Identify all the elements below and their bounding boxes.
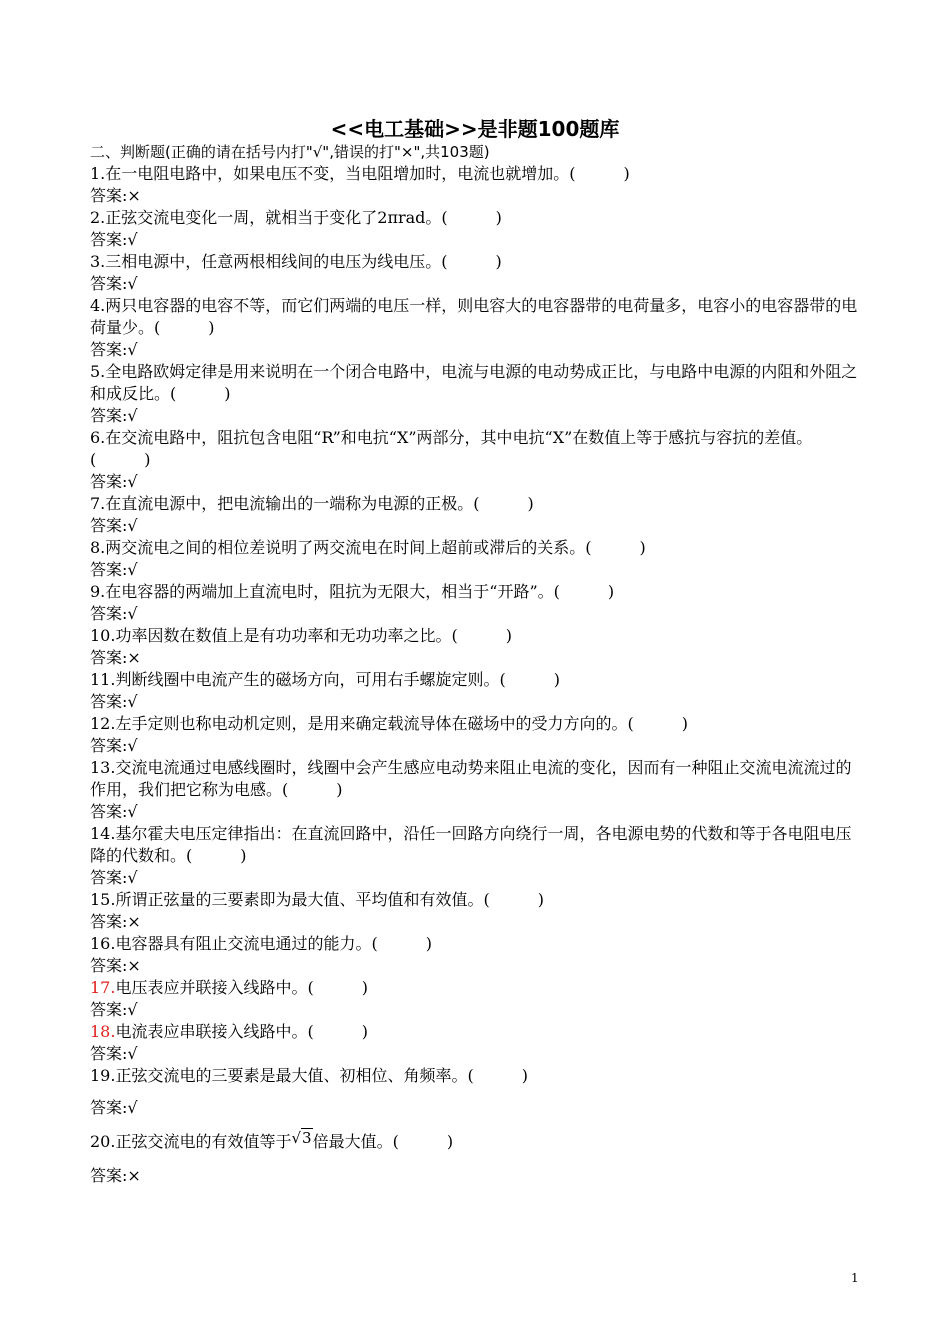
- question-16: [90, 933, 862, 955]
- answer-19: 答案:√: [90, 1098, 138, 1117]
- question-text: 正弦交流电变化一周，就相当于变化了2πrad。( ): [105, 208, 502, 227]
- question-19: [90, 1065, 862, 1087]
- question-text: 两交流电之间的相位差说明了两交流电在时间上超前或滞后的关系。( ): [105, 538, 646, 557]
- answer-18: 答案:√: [90, 1044, 138, 1063]
- question-11: [90, 669, 862, 691]
- question-text: 在直流电源中，把电流输出的一端称为电源的正极。( ): [105, 494, 534, 513]
- question-number: 16.: [90, 934, 116, 953]
- section-heading: 二、判断题(正确的请在括号内打"√",错误的打"×",共103题): [90, 143, 490, 161]
- question-number: 10.: [90, 626, 116, 645]
- question-number: 9.: [90, 582, 106, 601]
- question-number: 3.: [90, 252, 106, 271]
- question-text: 在交流电路中，阻抗包含电阻“R”和电抗“X”两部分，其中电抗“X”在数值上等于感抗与容抗的差值。( ): [90, 428, 813, 469]
- question-12: [90, 713, 862, 735]
- question-number: 19.: [90, 1066, 116, 1085]
- question-number: 15.: [90, 890, 116, 909]
- question-text: 在电容器的两端加上直流电时，阻抗为无限大，相当于“开路”。( ): [105, 582, 615, 601]
- question-text: 三相电源中，任意两根相线间的电压为线电压。( ): [105, 252, 502, 271]
- answer-17: 答案:√: [90, 1000, 138, 1019]
- question-number: 18.: [90, 1022, 116, 1041]
- question-13: [90, 757, 862, 801]
- question-text: 基尔霍夫电压定律指出：在直流回路中，沿任一回路方向绕行一周，各电源电势的代数和等于各电阻电压降的代数和。( ): [90, 824, 852, 865]
- question-number: 7.: [90, 494, 106, 513]
- question-7: [90, 493, 862, 515]
- question-18: [90, 1021, 862, 1043]
- answer-8: 答案:√: [90, 560, 138, 579]
- question-number: 4.: [90, 296, 106, 315]
- question-10: [90, 625, 862, 647]
- question-text: 交流电流通过电感线圈时，线圈中会产生感应电动势来阻止电流的变化，因而有一种阻止交流电流流过的作用，我们把它称为电感。( ): [90, 758, 852, 799]
- question-number: 5.: [90, 362, 106, 381]
- answer-2: 答案:√: [90, 230, 138, 249]
- answer-3: 答案:√: [90, 274, 138, 293]
- question-number: 6.: [90, 428, 106, 447]
- question-number: 8.: [90, 538, 106, 557]
- question-9: [90, 581, 862, 603]
- question-text: 判断线圈中电流产生的磁场方向，可用右手螺旋定则。( ): [115, 670, 560, 689]
- question-17: [90, 977, 862, 999]
- question-number: 13.: [90, 758, 116, 777]
- question-number: 12.: [90, 714, 116, 733]
- question-number: 17.: [90, 978, 116, 997]
- question-8: [90, 537, 862, 559]
- question-number: 11.: [90, 670, 116, 689]
- answer-12: 答案:√: [90, 736, 138, 755]
- question-list: [90, 141, 862, 1187]
- question-number: 20.: [90, 1132, 116, 1151]
- answer-7: 答案:√: [90, 516, 138, 535]
- question-text: 在一电阻电路中，如果电压不变，当电阻增加时，电流也就增加。( ): [105, 164, 630, 183]
- question-text: 电容器具有阻止交流电通过的能力。( ): [115, 934, 432, 953]
- answer-20: 答案:×: [90, 1166, 141, 1185]
- answer-14: 答案:√: [90, 868, 138, 887]
- answer-9: 答案:√: [90, 604, 138, 623]
- answer-13: 答案:√: [90, 802, 138, 821]
- sqrt-value: 3: [302, 1129, 312, 1147]
- answer-10: 答案:×: [90, 648, 141, 667]
- question-1: [90, 163, 862, 185]
- question-2: [90, 207, 862, 229]
- question-text: 正弦交流电的三要素是最大值、初相位、角频率。( ): [115, 1066, 528, 1085]
- answer-11: 答案:√: [90, 692, 138, 711]
- question-text: 两只电容器的电容不等，而它们两端的电压一样，则电容大的电容器带的电荷量多，电容小的电容器带的电荷量少。( ): [90, 296, 858, 337]
- answer-16: 答案:×: [90, 956, 141, 975]
- question-5: [90, 361, 862, 405]
- answer-4: 答案:√: [90, 340, 138, 359]
- question-number: 2.: [90, 208, 106, 227]
- question-number: 14.: [90, 824, 116, 843]
- question-text: 正弦交流电的有效值等于: [115, 1132, 292, 1151]
- question-text: 电压表应并联接入线路中。( ): [115, 978, 368, 997]
- answer-6: 答案:√: [90, 472, 138, 491]
- question-number: 1.: [90, 164, 106, 183]
- question-text: 所谓正弦量的三要素即为最大值、平均值和有效值。( ): [115, 890, 544, 909]
- page-number: 1: [851, 1271, 859, 1285]
- question-20: [90, 1131, 862, 1153]
- question-text: 功率因数在数值上是有功功率和无功功率之比。( ): [115, 626, 512, 645]
- question-15: [90, 889, 862, 911]
- answer-5: 答案:√: [90, 406, 138, 425]
- question-6: [90, 427, 862, 471]
- answer-15: 答案:×: [90, 912, 141, 931]
- question-4: [90, 295, 862, 339]
- question-3: [90, 251, 862, 273]
- sqrt-symbol: √3: [291, 1129, 312, 1147]
- question-text-end: 倍最大值。( ): [312, 1132, 454, 1151]
- question-text: 全电路欧姆定律是用来说明在一个闭合电路中，电流与电源的电动势成正比，与电路中电源的内阻和外阻之和成反比。( ): [90, 362, 858, 403]
- question-text: 电流表应串联接入线路中。( ): [115, 1022, 368, 1041]
- answer-1: 答案:×: [90, 186, 141, 205]
- document-title: <<电工基础>>是非题100题库: [330, 117, 620, 141]
- question-14: [90, 823, 862, 867]
- question-text: 左手定则也称电动机定则，是用来确定载流导体在磁场中的受力方向的。( ): [115, 714, 688, 733]
